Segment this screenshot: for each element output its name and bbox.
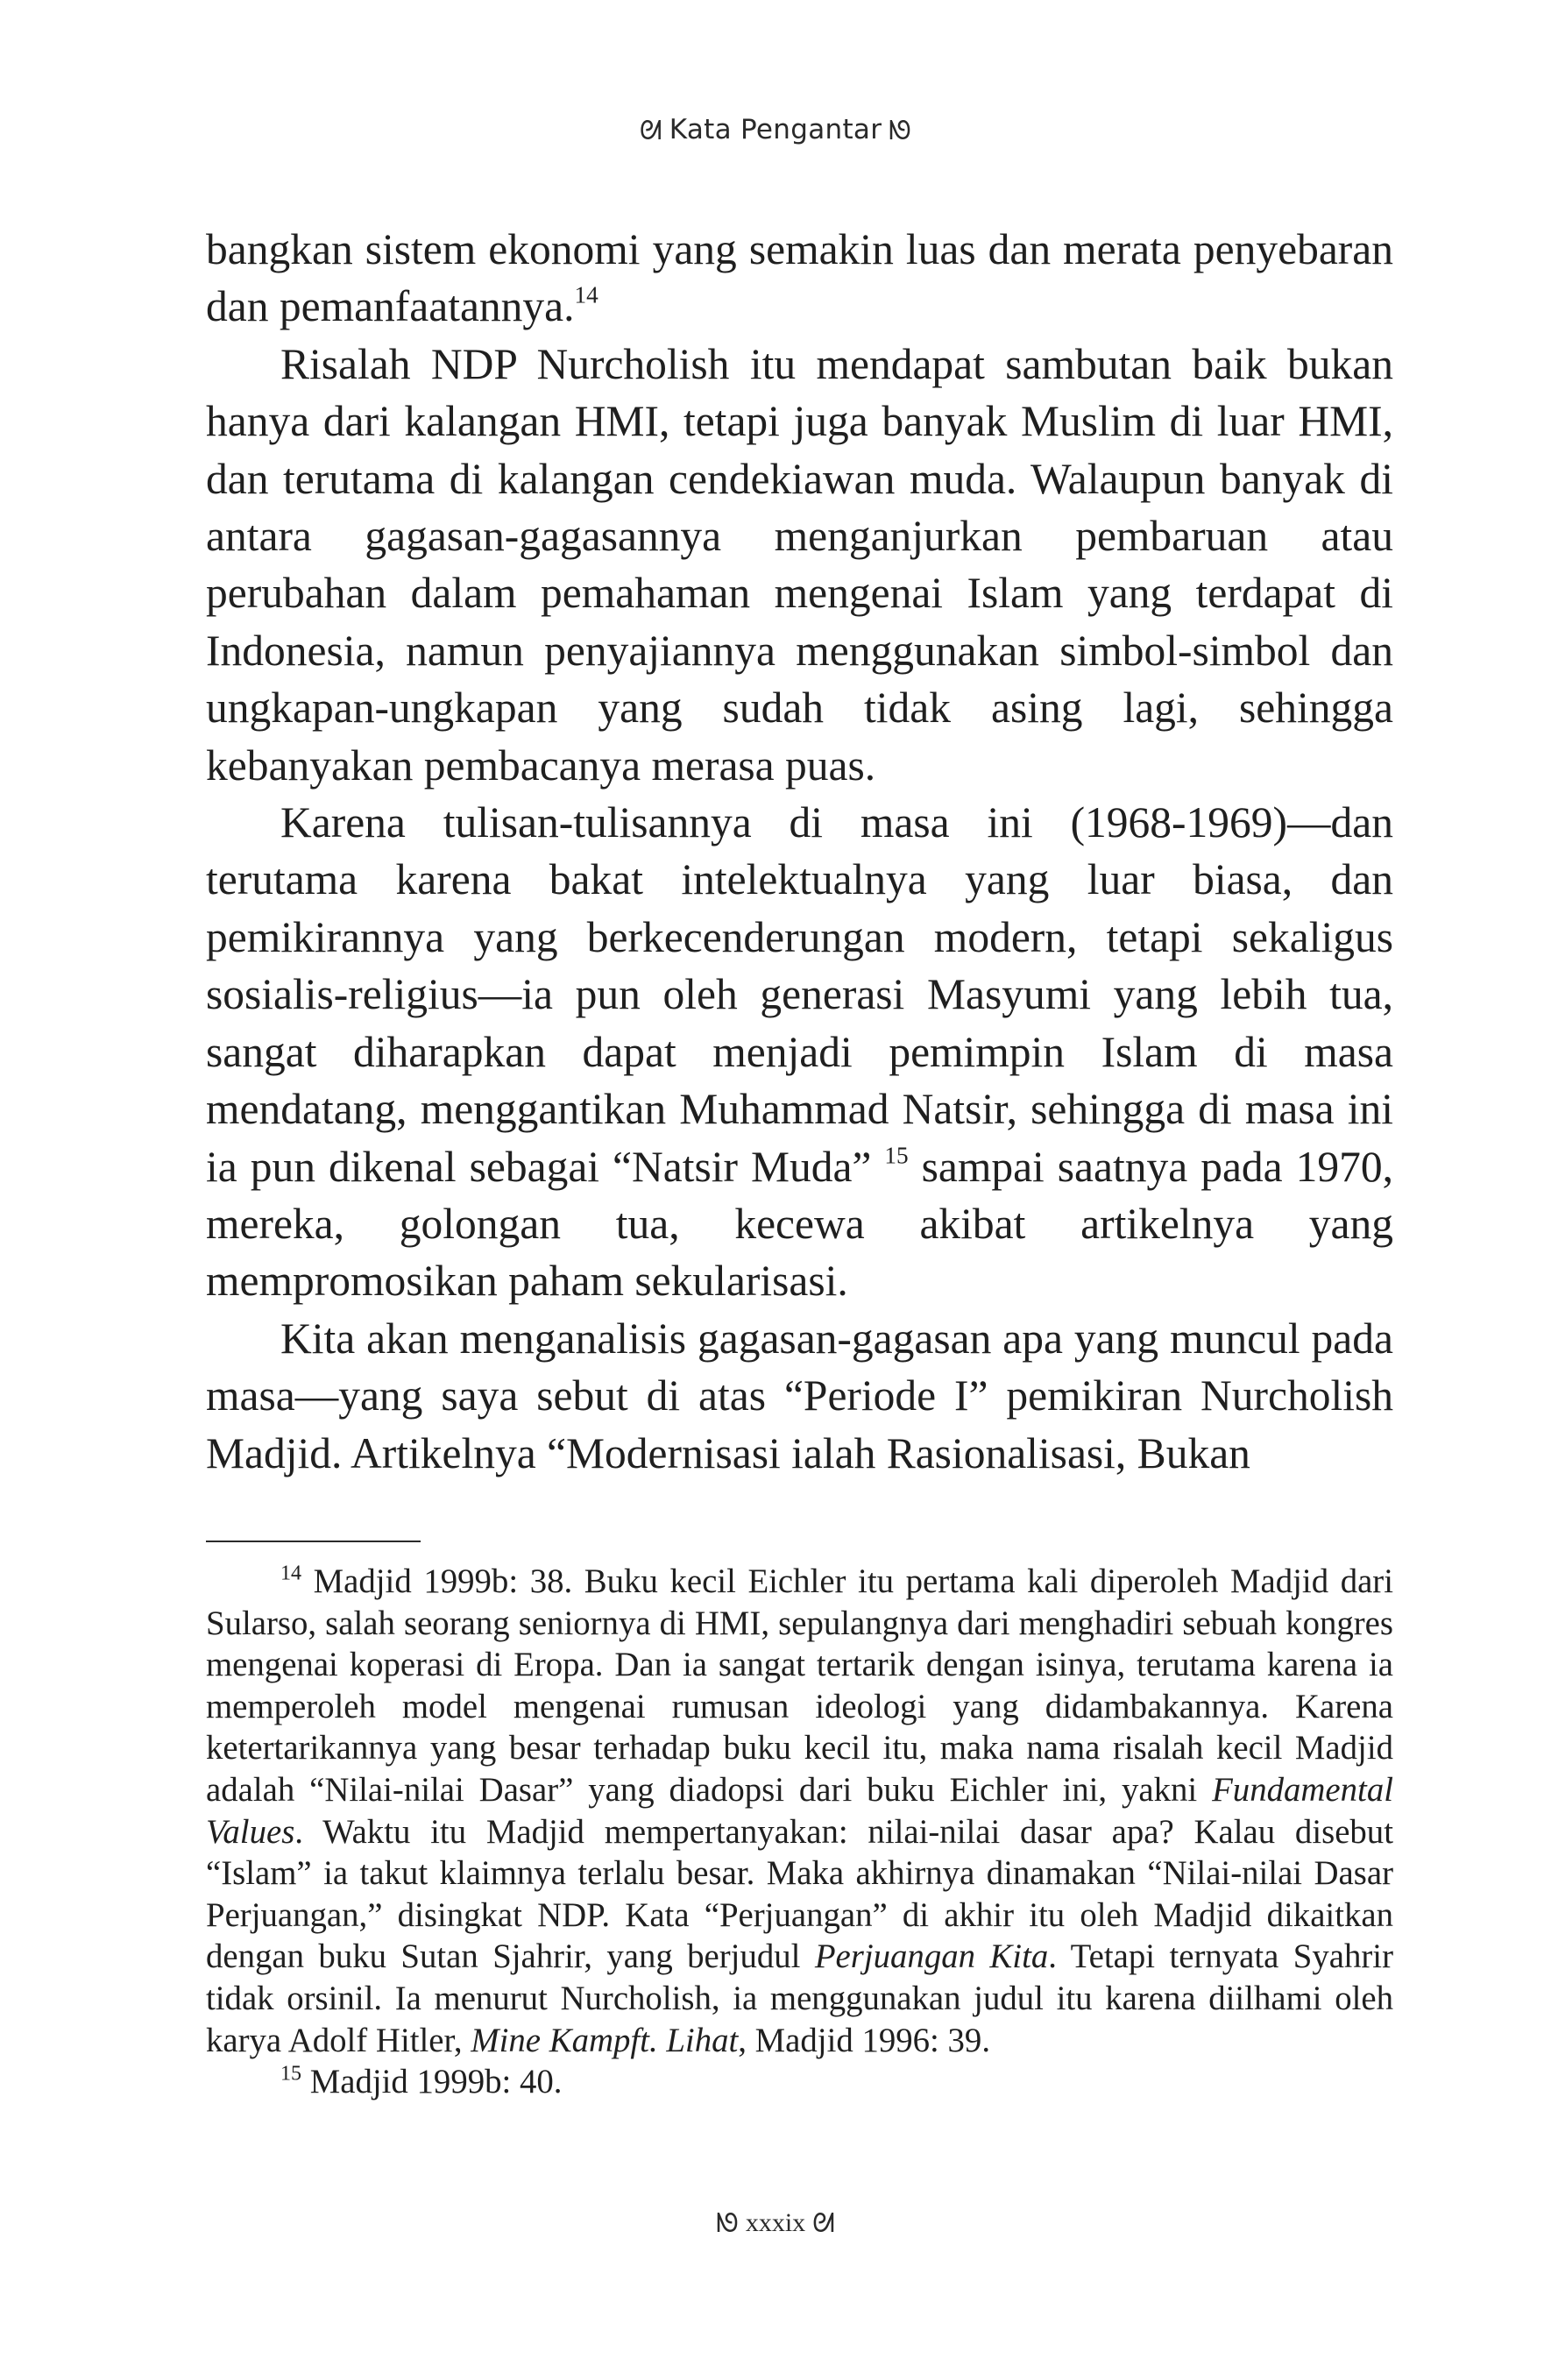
ornament-left-icon: ᘛ	[639, 116, 662, 146]
page-number: xxxix	[745, 2208, 806, 2237]
paragraph-2: Risalah NDP Nurcholish itu mendapat sambutan baik bukan hanya dari kalangan HMI, tetapi juga banyak Muslim di luar HMI, dan terutama di kalangan cendekiawan muda. Walaupun banyak di antara gagasan-gagasannya menganjurkan pembaruan atau perubahan dalam pemahaman mengenai Islam yang terdapat di Indonesia, namun penyajiannya menggunakan simbol-simbol dan ungkapan-ungkapan yang sudah tidak asing lagi, sehingga kebanyakan pembacanya merasa puas.	[206, 339, 1393, 790]
footnote-ref-15[interactable]: 15	[884, 1142, 909, 1169]
page-footer	[0, 2208, 1551, 2239]
footnote-number-14: 14	[280, 1562, 302, 1585]
paragraph-3: Karena tulisan-tulisannya di masa ini (1968-1969)—dan terutama karena bakat intelektualnya yang luar biasa, dan pemikirannya yang berkecenderungan modern, tetapi sekaligus sosialis-religius—ia pun oleh generasi Masyumi yang lebih tua, sangat diharapkan dapat menjadi pemimpin Islam di masa mendatang, menggantikan Muhammad Natsir, sehingga di masa ini ia pun dikenal sebagai “Natsir Muda” $^{15}$ sampai saatnya pada 1970, mereka, golongan tua, kecewa akibat artikelnya yang mempromosikan paham sekularisasi.	[206, 798, 1393, 1306]
ornament-right-icon: ᘚ	[889, 116, 912, 146]
running-header	[0, 114, 1551, 146]
paragraph-4: Kita akan menganalisis gagasan-gagasan apa yang muncul pada masa—yang saya sebut di atas “Periode I” pemikiran Nurcholish Madjid. Artikelnya “Modernisasi ialah Rasionalisasi, Bukan	[206, 1314, 1393, 1477]
footnote-separator	[206, 1541, 421, 1542]
footer-ornament-right-icon: ᘛ	[812, 2209, 835, 2238]
footnote-ref-14[interactable]: 14	[574, 282, 598, 308]
running-header-title: Kata Pengantar	[669, 114, 882, 145]
footnote-15: $^{15}$ Madjid 1999b: 40.	[280, 2062, 563, 2101]
footnote-number-15: 15	[280, 2062, 302, 2086]
footnotes	[206, 1561, 1393, 2103]
main-text	[206, 221, 1393, 1482]
paragraph-1: bangkan sistem ekonomi yang semakin luas dan merata penyebaran dan pemanfaatannya.$^{14}$	[206, 225, 1393, 331]
footer-ornament-left-icon: ᘚ	[716, 2209, 739, 2238]
footnote-14: $^{14}$ Madjid 1999b: 38. Buku kecil Eichler itu pertama kali diperoleh Madjid dari Sularso, salah seorang seniornya di HMI, sepulangnya dari menghadiri sebuah kongres mengenai koperasi di Eropa. Dan ia sangat tertarik dengan isinya, terutama karena ia memperoleh model mengenai rumusan ideologi yang didambakannya. Karena ketertarikannya yang besar terhadap buku kecil itu, maka nama risalah kecil Madjid adalah “Nilai-nilai Dasar” yang diadopsi dari buku Eichler ini, yakni Fundamental Values. Waktu itu Madjid mempertanyakan: nilai-nilai dasar apa? Kalau disebut “Islam” ia takut klaimnya terlalu besar. Maka akhirnya dinamakan “Nilai-nilai Dasar Perjuangan,” disingkat NDP. Kata “Perjuangan” di akhir itu oleh Madjid dikaitkan dengan buku Sutan Sjahrir, yang berjudul Perjuangan Kita. Tetapi ternyata Syahrir tidak orsinil. Ia menurut Nurcholish, ia menggunakan judul itu karena diilhami oleh karya Adolf Hitler, Mine Kampft. Lihat, Madjid 1996: 39.	[206, 1562, 1394, 2059]
